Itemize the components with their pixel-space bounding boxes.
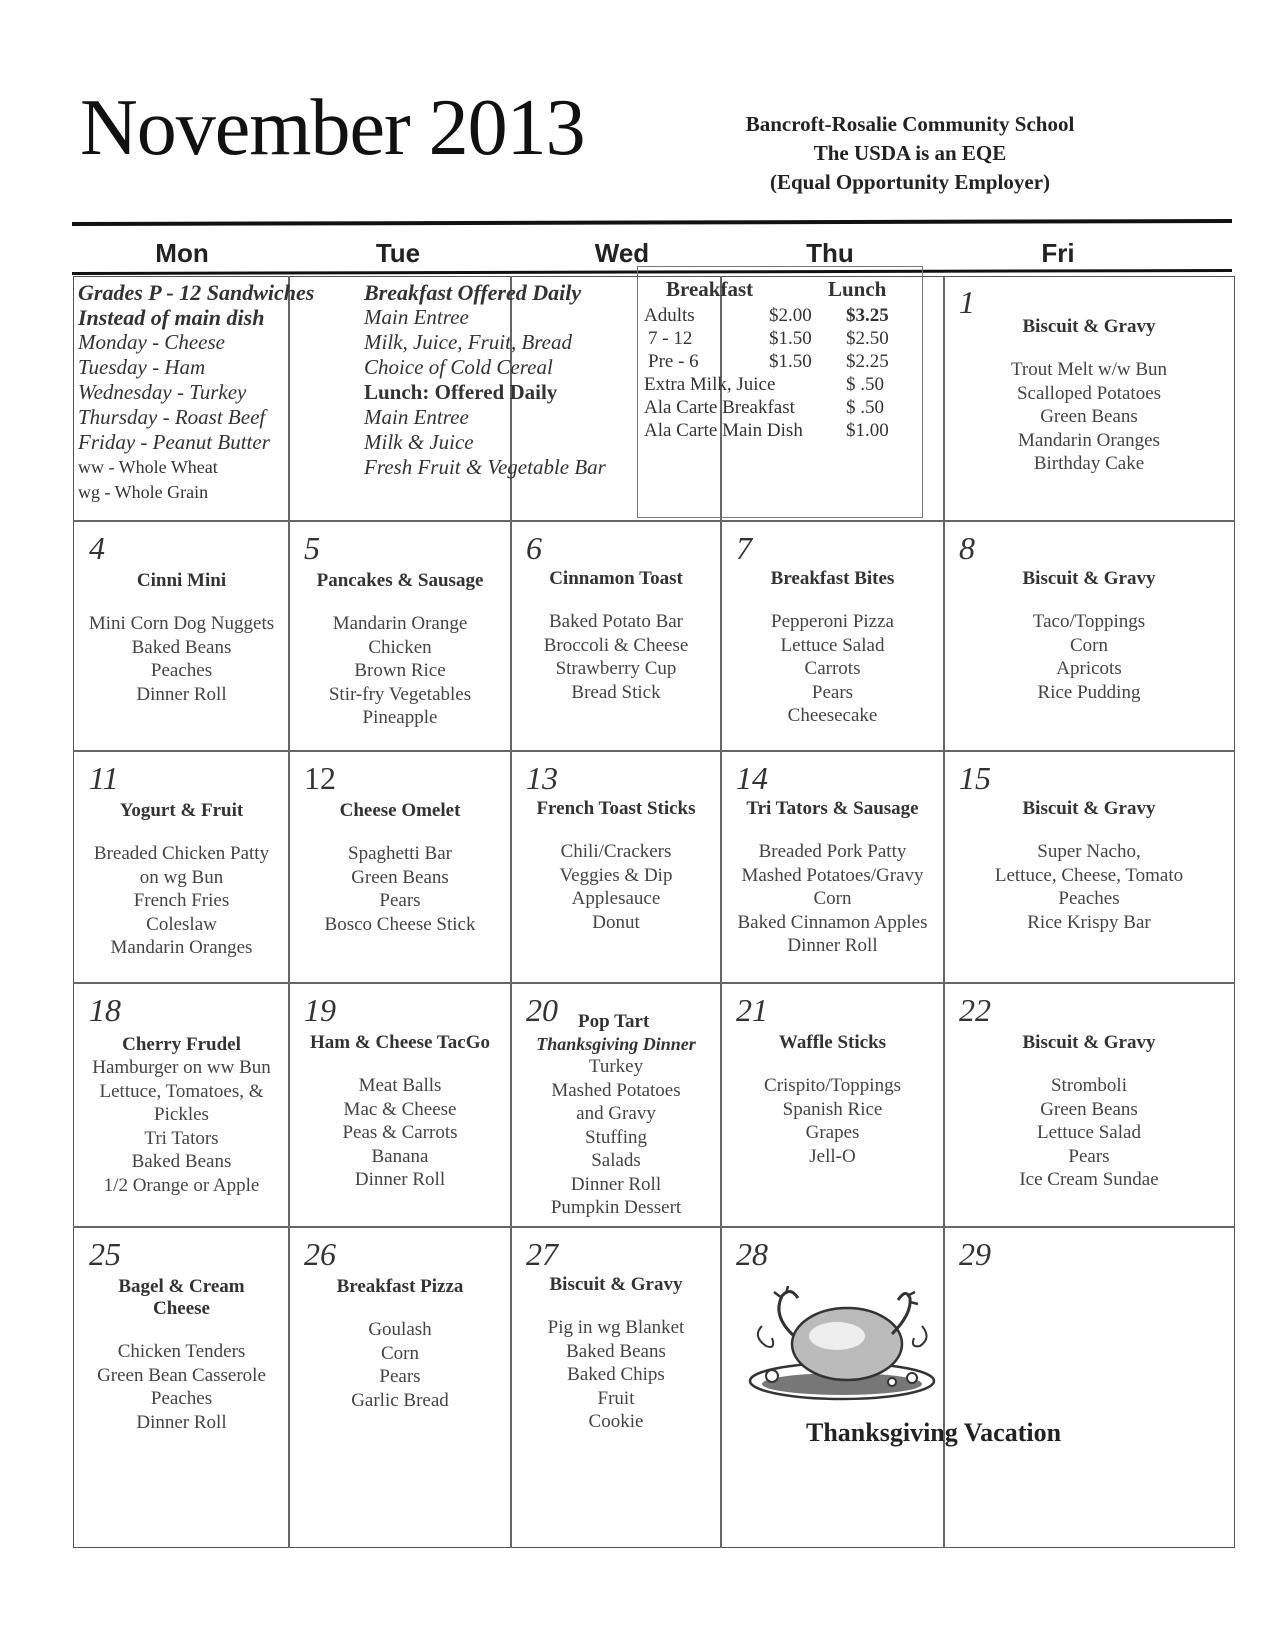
breakfast-offered-item: Choice of Cold Cereal [364,355,553,379]
breakfast-item: Cinni Mini [136,570,227,591]
menu-item: Rice Krispy Bar [1027,911,1151,933]
lunch-menu [298,842,502,936]
menu-item: on wg Bun [139,866,224,888]
menu-item: Cookie [588,1411,644,1432]
lunch-menu [730,840,935,958]
price-label: Adults [644,305,695,326]
menu-item: Mandarin Orange [332,613,468,634]
day-cell [75,984,288,1226]
day-cell [722,752,943,982]
day-cell [75,522,288,750]
day-number: 19 [304,992,336,1028]
menu-item: Breaded Chicken Patty [93,843,270,864]
day-cell [945,984,1233,1226]
menu-item: Carrots [804,658,861,679]
lunch-menu [520,610,712,704]
lunch-menu [298,612,502,730]
eoe-notice: (Equal Opportunity Employer) [769,170,1051,194]
menu-item: Dinner Roll [570,1173,662,1195]
breakfast-offered-item: Main Entree [364,305,469,329]
day-number: 14 [736,760,768,796]
menu-item: Dinner Roll [354,1169,446,1190]
day-cell [290,522,510,750]
turkey-icon [742,1286,942,1406]
menu-item: Lettuce Salad [780,634,885,656]
price-lunch: $2.25 [846,351,889,372]
menu-item: Pears [379,890,421,911]
day-number: 11 [89,760,119,796]
breakfast-item: Breakfast Pizza [336,1276,464,1297]
menu-item: Broccoli & Cheese [543,634,689,656]
breakfast-item: Biscuit & Gravy [1022,798,1156,819]
day-number: 20 [526,992,558,1028]
day-number: 5 [304,530,320,566]
menu-item: Lettuce, Cheese, Tomato [994,864,1184,886]
menu-item: Tri Tators [144,1127,219,1149]
menu-item: Banana [371,1145,429,1167]
day-cell [512,984,720,1226]
menu-item: Stromboli [1050,1075,1127,1096]
lunch-menu [298,1074,502,1192]
lunch-menu [953,358,1225,476]
menu-item: Spanish Rice [782,1098,883,1120]
offered-daily-info [364,280,664,480]
menu-item: Scalloped Potatoes [1016,382,1162,404]
menu-item: Pepperoni Pizza [771,611,894,632]
menu-item: Pineapple [362,707,438,728]
day-number: 21 [736,992,768,1028]
price-breakfast: $1.50 [769,351,812,372]
menu-item: Corn [1070,634,1108,656]
menu-item: Ice Cream Sundae [1019,1169,1159,1190]
menu-item: Meat Balls [358,1075,442,1096]
breakfast-item: Bagel & Cream Cheese [118,1276,245,1319]
breakfast-item: Cherry Frudel [122,1034,241,1055]
divider-top [72,219,1232,226]
menu-item: Crispito/Toppings [764,1075,901,1096]
lunch-menu [298,1318,502,1412]
sandwich-day: Friday - Peanut Butter [78,430,270,454]
day-number: 7 [736,530,752,566]
day-number: 29 [959,1236,991,1272]
menu-item: Baked Beans [131,1151,232,1172]
sandwich-day: Thursday - Roast Beef [78,405,266,429]
lunch-offered-title: Lunch: Offered Daily [364,380,558,404]
menu-item: Taco/Toppings [1032,611,1146,632]
sandwich-subtitle: Instead of main dish [78,305,265,330]
day-cell [945,522,1233,750]
day-cell [512,1228,720,1546]
menu-item: Trout Melt w/w Bun [1010,359,1168,380]
sandwich-day: Monday - Cheese [78,330,225,354]
lunch-offered-item: Main Entree [364,405,469,429]
menu-item: Garlic Bread [351,1389,449,1411]
usda-notice: The USDA is an EQE [813,141,1007,165]
breakfast-item: Pop Tart [578,1011,650,1032]
lunch-menu [83,1340,280,1434]
menu-item: Rice Pudding [1037,681,1141,703]
price-extra: $ .50 [846,374,884,395]
breakfast-item: Yogurt & Fruit [119,800,244,821]
menu-item: Donut [592,911,640,933]
vacation-label: Thanksgiving Vacation [806,1418,1062,1447]
abbrev-wg: wg - Whole Grain [78,482,209,502]
price-head-breakfast: Breakfast [666,277,754,301]
price-label: 7 - 12 [648,328,693,349]
lunch-menu [520,1055,712,1220]
menu-item: Fruit [597,1387,635,1409]
sandwich-day: Wednesday - Turkey [78,380,247,404]
menu-item: Veggies & Dip [559,864,673,886]
menu-item: Pig in wg Blanket [547,1317,685,1338]
price-breakfast: $1.50 [769,328,812,349]
menu-item: Stir-fry Vegetables [328,683,472,705]
day-cell [75,752,288,982]
menu-item: Green Beans [351,866,449,888]
breakfast-item: French Toast Sticks [536,798,696,819]
price-lunch: $3.25 [846,305,889,326]
day-number: 13 [526,760,558,796]
weekday-tue: Tue [375,238,421,268]
day-cell [722,522,943,750]
menu-item: Salads [591,1150,641,1171]
breakfast-item: Biscuit & Gravy [1022,1032,1156,1053]
menu-item: Baked Beans [566,1340,666,1362]
menu-item: Mac & Cheese [343,1098,457,1120]
lunch-menu [83,1056,280,1197]
menu-item: Green Beans [1040,406,1138,427]
abbrev-ww: ww - Whole Wheat [78,457,218,477]
day-cell [945,752,1233,982]
breakfast-offered-item: Milk, Juice, Fruit, Bread [364,330,572,354]
weekday-thu: Thu [806,238,854,268]
price-breakfast: $2.00 [769,305,812,326]
breakfast-item: Cheese Omelet [339,800,461,821]
price-extra: $ .50 [846,397,884,418]
menu-item: Peas & Carrots [342,1122,458,1143]
day-cell [945,276,1233,520]
day-cell [290,984,510,1226]
day-number: 26 [304,1236,336,1272]
menu-item: Chicken [368,636,432,658]
breakfast-item: Biscuit & Gravy [1022,568,1156,589]
menu-item: Peaches [1058,888,1120,909]
menu-item: Mini Corn Dog Nuggets [88,613,275,634]
menu-item: Lettuce, Tomatoes, & [99,1080,264,1102]
menu-item: Turkey [588,1056,644,1077]
menu-item: Breaded Pork Patty [758,841,907,862]
day-cell [945,1228,1233,1546]
menu-item: Green Beans [1040,1098,1138,1120]
day-number: 27 [526,1236,558,1272]
breakfast-item: Biscuit & Gravy [549,1274,683,1295]
price-label: Extra Milk, Juice [644,374,776,395]
price-table [644,278,919,442]
weekday-wed: Wed [594,238,650,268]
special-meal-title: Thanksgiving Dinner [536,1034,696,1054]
menu-item: Peaches [150,1388,213,1409]
menu-item: Bread Stick [571,681,661,703]
day-number: 8 [959,530,975,566]
menu-item: Grapes [805,1122,860,1143]
day-number: 18 [89,992,121,1028]
menu-item: Green Bean Casserole [97,1364,266,1386]
page-title: November 2013 [80,84,585,172]
menu-item: Jell-O [809,1145,856,1167]
menu-item: Baked Potato Bar [548,611,684,632]
day-cell [290,752,510,982]
day-cell [512,522,720,750]
weekday-mon: Mon [155,238,209,268]
menu-item: Baked Cinnamon Apples [737,911,928,933]
menu-item: Pumpkin Dessert [550,1197,682,1218]
lunch-menu [520,840,712,934]
menu-item: Baked Chips [567,1364,665,1385]
menu-item: Dinner Roll [136,1411,227,1433]
menu-item: Pickles [154,1104,209,1125]
day-cell [722,984,943,1226]
menu-item: Mandarin Oranges [110,937,253,958]
menu-item: Bosco Cheese Stick [324,913,476,935]
sandwich-day: Tuesday - Ham [78,355,206,379]
menu-item: Pears [1068,1145,1110,1167]
price-extra: $1.00 [846,420,889,441]
price-label: Ala Carte Breakfast [644,397,795,418]
breakfast-item: Tri Tators & Sausage [746,798,919,819]
sandwich-info [78,280,378,505]
menu-item: Mandarin Oranges [1018,429,1160,451]
lunch-menu [83,612,280,706]
price-label: Pre - 6 [648,351,699,372]
sandwich-title: Grades P - 12 Sandwiches [78,280,315,305]
menu-item: Chili/Crackers [560,841,672,862]
menu-item: Baked Beans [131,636,232,658]
lunch-menu [953,610,1225,704]
menu-item: Apricots [1056,658,1122,679]
menu-item: French Fries [133,890,230,911]
day-cell [290,1228,510,1546]
menu-item: Pears [811,681,854,703]
menu-item: Coleslaw [146,913,217,935]
school-name: Bancroft-Rosalie Community School [745,112,1075,136]
breakfast-item: Pancakes & Sausage [316,570,484,591]
day-number: 28 [736,1236,768,1272]
lunch-menu [520,1316,712,1434]
weekday-fri: Fri [1041,238,1075,268]
menu-item: Spaghetti Bar [348,843,452,864]
lunch-menu [730,610,935,728]
breakfast-item: Biscuit & Gravy [1022,316,1156,337]
menu-item: Pears [379,1366,421,1387]
menu-item: Corn [381,1342,419,1364]
price-head-lunch: Lunch [828,277,887,301]
day-cell [75,1228,288,1546]
menu-item: Stuffing [585,1126,647,1148]
menu-item: Peaches [150,660,213,681]
lunch-offered-item: Fresh Fruit & Vegetable Bar [364,455,606,479]
menu-item: Dinner Roll [136,683,227,705]
menu-item: Chicken Tenders [117,1341,246,1362]
school-info [700,110,1120,197]
day-number: 22 [959,992,991,1028]
menu-item: 1/2 Orange or Apple [103,1174,260,1196]
day-number: 6 [526,530,542,566]
menu-item: Dinner Roll [787,935,878,956]
breakfast-item: Ham & Cheese TacGo [310,1032,490,1053]
menu-item: Goulash [368,1319,432,1340]
menu-item: Lettuce Salad [1037,1122,1141,1143]
menu-item: Hamburger on ww Bun [92,1057,271,1078]
breakfast-item: Cinnamon Toast [549,568,683,589]
lunch-offered-item: Milk & Juice [364,430,474,454]
price-label: Ala Carte Main Dish [644,420,803,441]
menu-item: Birthday Cake [1033,453,1145,474]
lunch-menu [83,842,280,960]
menu-item: Corn [813,888,852,909]
day-number: 12 [304,760,336,796]
day-number: 25 [89,1236,121,1272]
day-cell [512,752,720,982]
menu-item: Cheesecake [787,705,878,726]
breakfast-offered-title: Breakfast Offered Daily [364,280,582,305]
breakfast-item: Breakfast Bites [770,568,895,589]
menu-item: Applesauce [571,888,661,909]
price-lunch: $2.50 [846,328,889,349]
breakfast-item: Waffle Sticks [778,1032,887,1053]
lunch-menu [730,1074,935,1168]
menu-item: Strawberry Cup [555,658,677,679]
day-number: 1 [959,284,975,320]
day-number: 4 [89,530,105,566]
menu-item: Super Nacho, [1037,841,1141,862]
lunch-menu [953,840,1225,934]
lunch-menu [953,1074,1225,1192]
menu-item: Mashed Potatoes/Gravy [741,864,924,886]
menu-item: Mashed Potatoes [551,1079,681,1101]
menu-item: and Gravy [576,1103,656,1124]
day-number: 15 [959,760,991,796]
menu-item: Brown Rice [354,660,446,681]
